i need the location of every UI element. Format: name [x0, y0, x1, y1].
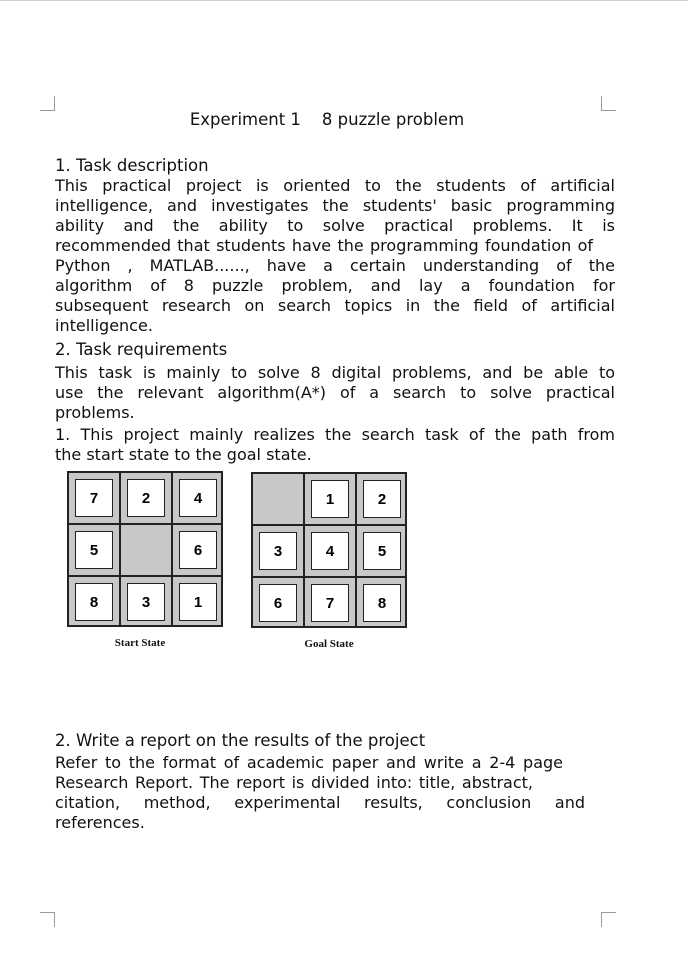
- crop-mark-top-right: [601, 96, 616, 111]
- paragraph-line: This practical project is oriented to the students of artificial: [55, 176, 615, 195]
- item-1-paragraph: [55, 425, 615, 465]
- paragraph-line: algorithm of 8 puzzle problem, and lay a foundation for: [55, 276, 615, 295]
- paragraph-line: This task is mainly to solve 8 digital problems, and be able to: [55, 363, 615, 382]
- page-title: Experiment 1 8 puzzle problem: [189, 110, 465, 129]
- paragraph-line: 1. This project mainly realizes the search task of the path from: [55, 425, 615, 444]
- goal-tile: 5: [363, 532, 401, 570]
- start-tile: 3: [127, 583, 165, 621]
- paragraph-line: problems.: [55, 403, 135, 422]
- section-heading: 2. Task requirements: [55, 340, 228, 359]
- paragraph-line: Research Report. The report is divided into: title, abstract,: [55, 773, 533, 792]
- start-tile: 1: [179, 583, 217, 621]
- paragraph-line: subsequent research on search topics in the field of artificial: [55, 296, 615, 315]
- start-tile: 6: [179, 531, 217, 569]
- section-heading: 1. Task description: [55, 156, 209, 175]
- paragraph-line: Python , MATLAB......, have a certain understanding of the: [55, 256, 615, 275]
- crop-mark-bottom-left: [40, 912, 55, 927]
- start-tile: 5: [75, 531, 113, 569]
- section-task-description: [55, 156, 615, 336]
- paragraph-line: citation, method, experimental results, conclusion and references.: [55, 793, 585, 832]
- crop-mark-bottom-right: [601, 912, 616, 927]
- goal-tile: 8: [363, 584, 401, 622]
- crop-mark-top-left: [40, 96, 55, 111]
- goal-state-grid: [251, 472, 407, 628]
- goal-tile: 2: [363, 480, 401, 518]
- goal-state-caption: Goal State: [304, 638, 354, 650]
- start-tile: 7: [75, 479, 113, 517]
- paragraph-line: the start state to the goal state.: [55, 445, 312, 464]
- paragraph-line: intelligence, and investigates the students' basic programming: [55, 196, 615, 215]
- section-heading: 2. Write a report on the results of the project: [55, 731, 426, 750]
- goal-tile: 7: [311, 584, 349, 622]
- report-paragraph: [55, 753, 615, 832]
- section-task-requirements: [55, 340, 615, 360]
- goal-tile: 1: [311, 480, 349, 518]
- paragraph-line: use the relevant algorithm(A*) of a search to solve practical: [55, 383, 615, 402]
- page-top-edge: [0, 0, 688, 1]
- start-tile: 8: [75, 583, 113, 621]
- goal-tile: 4: [311, 532, 349, 570]
- start-tile: 4: [179, 479, 217, 517]
- start-state-grid: [67, 471, 223, 627]
- goal-tile: 6: [259, 584, 297, 622]
- start-tile: 2: [127, 479, 165, 517]
- start-state-caption: Start State: [114, 637, 166, 649]
- paragraph-line: recommended that students have the programming foundation of: [55, 236, 593, 255]
- goal-tile: 3: [259, 532, 297, 570]
- requirements-paragraph: [55, 363, 615, 423]
- paragraph-line: intelligence.: [55, 316, 153, 335]
- paragraph-line: Refer to the format of academic paper and write a 2-4 page: [55, 753, 563, 772]
- item-2-report: [55, 731, 615, 751]
- paragraph-line: ability and the ability to solve practical problems. It is: [55, 216, 615, 235]
